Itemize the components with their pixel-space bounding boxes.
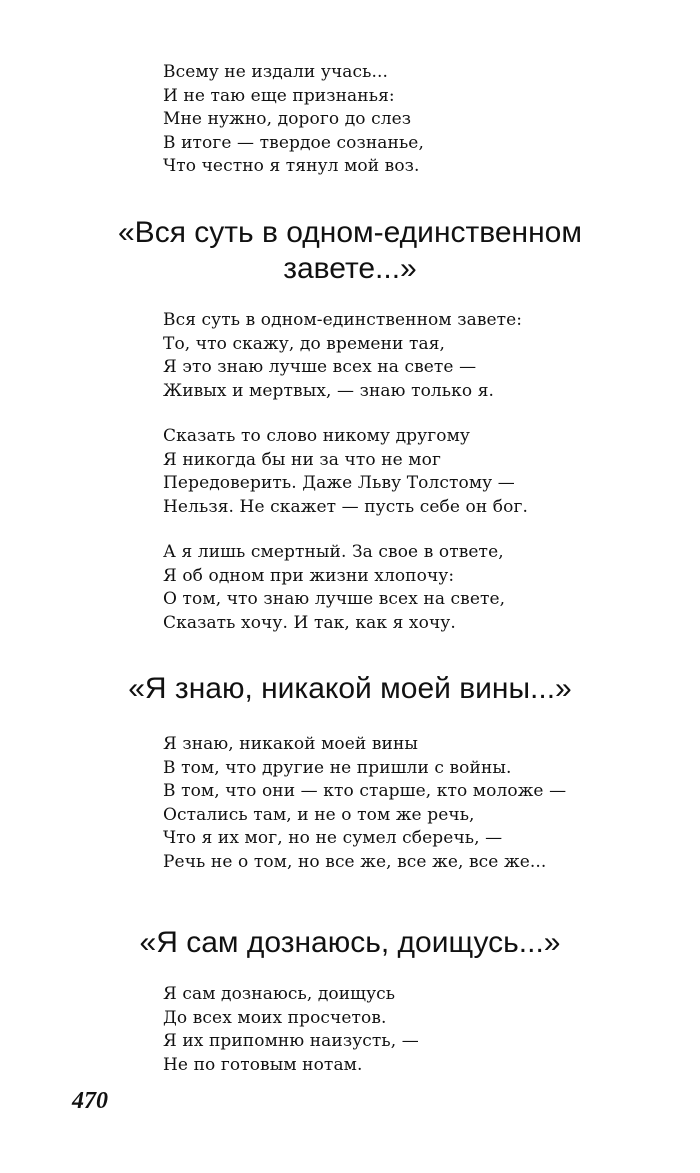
poem-1-stanza-2 (163, 425, 528, 519)
verse-line: А я лишь смертный. За свое в ответе, (163, 542, 504, 562)
verse-line: Всему не издали учась... (163, 62, 389, 82)
verse-line: В том, что они — кто старше, кто моложе — (163, 781, 567, 802)
verse-line: То, что скажу, до времени тая, (163, 333, 446, 354)
verse-line: О том, что знаю лучше всех на свете, (163, 589, 506, 610)
verse-line: Остались там, и не о том же речь, (163, 804, 475, 825)
verse-line: До всех моих просчетов. (163, 1007, 387, 1028)
verse-line: Я никогда бы ни за что не мог (163, 449, 441, 470)
poem-3-title-line: «Я сам дознаюсь, доищусь...» (139, 926, 561, 959)
page-number: 470 (72, 1088, 108, 1114)
verse-line: И не таю еще признанья: (163, 85, 395, 106)
verse-line: Мне нужно, дорого до слез (163, 109, 412, 130)
verse-line: Я сам дознаюсь, доищусь (163, 984, 396, 1004)
stanza-top (163, 61, 424, 179)
poem-2-title-line: «Я знаю, никакой моей вины...» (128, 672, 572, 705)
verse-line: Сказать то слово никому другому (163, 426, 471, 446)
verse-line: Передоверить. Даже Льву Толстому — (163, 473, 515, 494)
verse-line: Я знаю, никакой моей вины (163, 734, 419, 754)
verse-line: Я их припомню наизусть, — (163, 1031, 419, 1052)
poem-2-stanza (163, 733, 566, 875)
verse-line: Нельзя. Не скажет — пусть себе он бог. (163, 496, 528, 517)
poem-1-title (0, 215, 700, 287)
poem-3-title (0, 925, 700, 961)
verse-line: Я это знаю лучше всех на свете — (163, 357, 477, 378)
verse-line: Что честно я тянул мой воз. (163, 156, 420, 177)
verse-line: Что я их мог, но не сумел сберечь, — (163, 828, 503, 849)
verse-line: Не по готовым нотам. (163, 1054, 363, 1075)
poem-2-title (0, 671, 700, 707)
poem-3-stanza (163, 983, 419, 1077)
poem-1-title-line-1: «Вся суть в одном-единственном (118, 216, 582, 249)
verse-line: Сказать хочу. И так, как я хочу. (163, 612, 456, 633)
verse-line: Вся суть в одном-единственном завете: (163, 310, 523, 330)
verse-line: Я об одном при жизни хлопочу: (163, 565, 455, 586)
verse-line: Живых и мертвых, — знаю только я. (163, 380, 495, 401)
verse-line: Речь не о том, но все же, все же, все же... (163, 851, 547, 872)
poem-1-stanza-1 (163, 309, 522, 403)
verse-line: В итоге — твердое сознанье, (163, 132, 424, 153)
poem-1-title-line-2: завете...» (283, 252, 417, 285)
poem-1-stanza-3 (163, 541, 505, 635)
verse-line: В том, что другие не пришли с войны. (163, 757, 512, 778)
